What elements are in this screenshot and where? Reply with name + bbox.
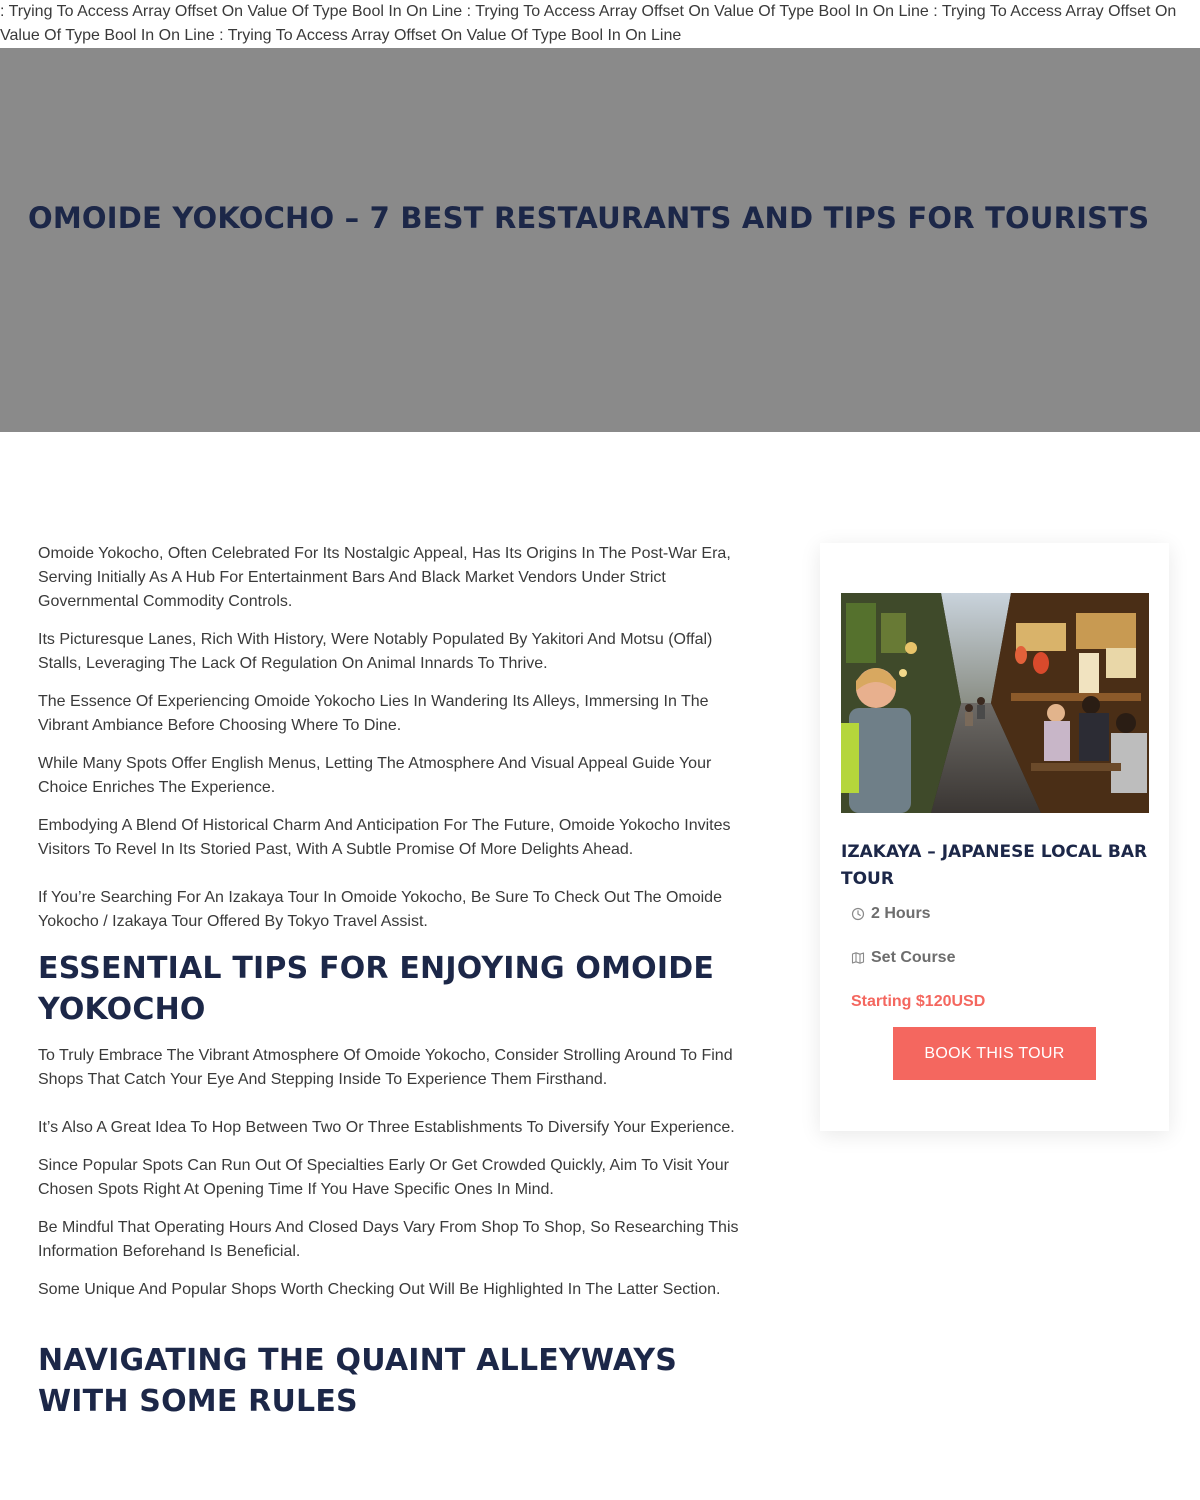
tour-course bbox=[851, 949, 955, 967]
article-paragraph: Be Mindful That Operating Hours And Closed Days Vary From Shop To Shop, So Researching This Information Beforehand Is Beneficial. bbox=[38, 1219, 739, 1260]
tour-title[interactable]: IZAKAYA – JAPANESE LOCAL BAR TOUR bbox=[841, 842, 1148, 889]
section-heading-rules: NAVIGATING THE QUAINT ALLEYWAYS WITH SOME RULES bbox=[38, 1343, 678, 1419]
page-title: OMOIDE YOKOCHO – 7 BEST RESTAURANTS AND TIPS FOR TOURISTS bbox=[28, 201, 1150, 235]
tour-card bbox=[820, 543, 1169, 1131]
book-tour-button[interactable]: BOOK THIS TOUR bbox=[893, 1027, 1096, 1080]
article-body bbox=[38, 542, 758, 1436]
article-paragraph: Embodying A Blend Of Historical Charm And Anticipation For The Future, Omoide Yokocho Invites Visitors To Revel In Its Storied Past, With A Subtle Promise Of More Delights Ahead. bbox=[38, 817, 731, 858]
article-paragraph: Its Picturesque Lanes, Rich With History, Were Notably Populated By Yakitori And Motsu (Offal) Stalls, Leveraging The Lack Of Regulation On Animal Innards To Thrive. bbox=[38, 631, 713, 672]
section-heading-tips: ESSENTIAL TIPS FOR ENJOYING OMOIDE YOKOCHO bbox=[38, 951, 715, 1027]
php-error-notice: : Trying To Access Array Offset On Value Of Type Bool In On Line : Trying To Access Array Offset On Value Of Type Bool In On Line : Trying To Access Array Offset On Value Of Type Bool In On Line : Trying To Access Array Offset On Value Of Type Bool In On Line bbox=[0, 0, 1200, 48]
izakaya-alley-photo bbox=[841, 593, 1149, 813]
article-paragraph: Since Popular Spots Can Run Out Of Specialties Early Or Get Crowded Quickly, Aim To Visit Your Chosen Spots Right At Opening Time If You Have Specific Ones In Mind. bbox=[38, 1157, 729, 1198]
article-paragraph: The Essence Of Experiencing Omoide Yokocho Lies In Wandering Its Alleys, Immersing In The Vibrant Ambiance Before Choosing Where To Dine. bbox=[38, 693, 709, 734]
tour-duration-label: 2 Hours bbox=[871, 905, 931, 922]
hero-banner bbox=[0, 48, 1200, 432]
tour-course-label: Set Course bbox=[871, 949, 956, 966]
article-paragraph: While Many Spots Offer English Menus, Letting The Atmosphere And Visual Appeal Guide Your Choice Enriches The Experience. bbox=[38, 755, 712, 796]
tour-duration bbox=[851, 905, 931, 923]
article-paragraph: Some Unique And Popular Shops Worth Checking Out Will Be Highlighted In The Latter Section. bbox=[38, 1281, 721, 1298]
tour-photo[interactable] bbox=[841, 593, 1149, 813]
article-paragraph: To Truly Embrace The Vibrant Atmosphere Of Omoide Yokocho, Consider Strolling Around To Find Shops That Catch Your Eye And Stepping Inside To Experience Them Firsthand. bbox=[38, 1047, 733, 1088]
article-paragraph: It’s Also A Great Idea To Hop Between Two Or Three Establishments To Diversify Your Experience. bbox=[38, 1119, 735, 1136]
clock-icon bbox=[851, 907, 865, 921]
map-icon bbox=[851, 951, 865, 965]
article-paragraph: Omoide Yokocho, Often Celebrated For Its Nostalgic Appeal, Has Its Origins In The Post-War Era, Serving Initially As A Hub For Entertainment Bars And Black Market Vendors Under Strict Governmental Commodity Controls. bbox=[38, 545, 731, 610]
tour-price: Starting $120USD bbox=[851, 993, 986, 1010]
article-paragraph: If You’re Searching For An Izakaya Tour In Omoide Yokocho, Be Sure To Check Out The Omoide Yokocho / Izakaya Tour Offered By Tokyo Travel Assist. bbox=[38, 889, 722, 930]
